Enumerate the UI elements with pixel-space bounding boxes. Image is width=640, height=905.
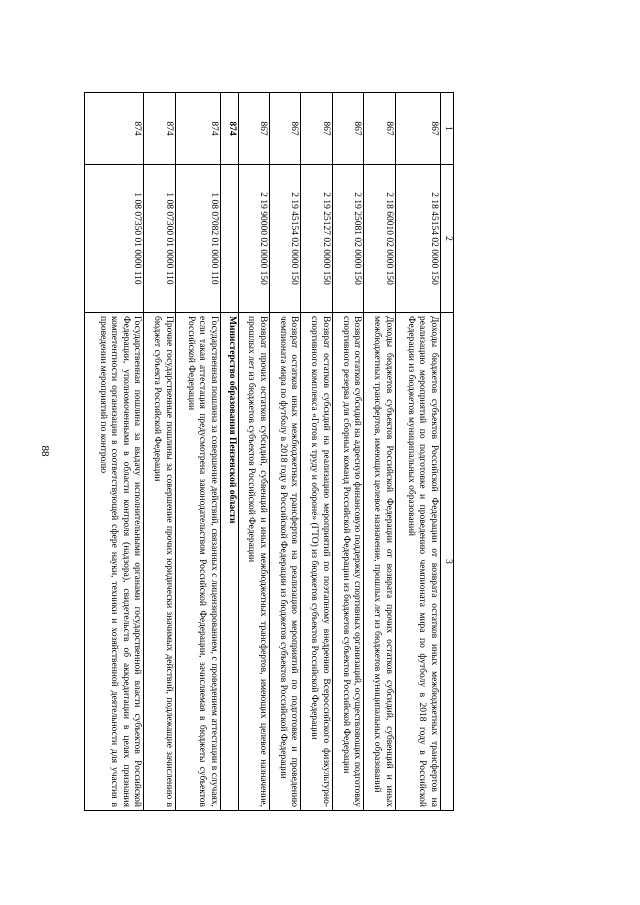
- row-code-cell: 867: [301, 93, 332, 165]
- table-row: [144, 93, 175, 811]
- row-kbk-cell: 2 19 25127 02 0000 150: [301, 165, 332, 313]
- row-kbk-cell: 2 18 60010 02 0000 150: [364, 165, 395, 313]
- row-kbk-cell: 2 19 90000 02 0000 150: [238, 165, 269, 313]
- table-header-row: [441, 93, 454, 811]
- table-row: [238, 93, 269, 811]
- row-description-cell: Возврат прочих остатков субсидий, субвенций и иных межбюджетных трансфертов, имеющих целевое назначение, прошлых лет из бюджетов субъектов Российской Федерации: [238, 313, 269, 811]
- table-row: [175, 93, 220, 811]
- row-description-cell: Возврат остатков иных межбюджетных трансфертов на реализацию мероприятий по подготовке и проведению чемпионата мира по футболу в 2018 году в Российской Федерации из бюджетов субъектов Российской Федерации: [269, 313, 300, 811]
- row-code-cell: 874: [221, 93, 239, 165]
- column-header-2: 2: [441, 165, 454, 313]
- table-row: [301, 93, 332, 811]
- row-description-cell: Возврат остатков субсидий на реализацию мероприятий по поэтапному внедрению Всероссийского физкультурно-спортивного комплекса «Готов к труду и обороне» (ГТО) из бюджетов субъектов Российской Федерации: [301, 313, 332, 811]
- row-kbk-cell: [221, 165, 239, 313]
- table-row: [269, 93, 300, 811]
- table-row: [364, 93, 395, 811]
- row-kbk-cell: 2 19 25081 02 0000 150: [332, 165, 363, 313]
- row-kbk-cell: 2 18 45154 02 0000 150: [395, 165, 440, 313]
- row-kbk-cell: 1 08 07300 01 0000 110: [144, 165, 175, 313]
- row-code-cell: 867: [238, 93, 269, 165]
- row-description-cell: Государственная пошлина за совершение действий, связанных с лицензированием, с проведением аттестации в случаях, если такая аттестация предусмотрена законодательством Российской Федерации, зачисляемая в бюджеты субъектов Российской Федерации: [175, 313, 220, 811]
- table-row: [85, 93, 144, 811]
- row-code-cell: 874: [175, 93, 220, 165]
- row-code-cell: 874: [144, 93, 175, 165]
- row-description-cell: Доходы бюджетов субъектов Российской Федерации от возврата остатков иных межбюджетных трансфертов на реализацию мероприятий по подготовке и проведению чемпионата мира по футболу в 2018 году в Российской Федерации из бюджетов муниципальных образований: [395, 313, 440, 811]
- row-description-cell: Возврат остатков субсидий на адресную финансовую поддержку спортивных организаций, осуществляющих подготовку спортивного резерва для сборных команд Российской Федерации из бюджетов субъектов Российской Федерации: [332, 313, 363, 811]
- column-header-3: 3: [441, 313, 454, 811]
- row-kbk-cell: 1 08 07082 01 0000 110: [175, 165, 220, 313]
- page-number: 88: [39, 445, 51, 457]
- row-code-cell: 867: [269, 93, 300, 165]
- column-header-1: 1: [441, 93, 454, 165]
- row-code-cell: 867: [395, 93, 440, 165]
- row-description-cell: Доходы бюджетов субъектов Российской Федерации от возврата прочих остатков субсидий, субвенций и иных межбюджетных трансфертов, имеющих целевое назначение, прошлых лет из бюджетов муниципальных образований: [364, 313, 395, 811]
- row-description-cell: Прочие государственные пошлины за совершение прочих юридически значимых действий, подлежащие зачислению в бюджет субъекта Российской Федерации: [144, 313, 175, 811]
- row-description-cell: Министерство образования Пензенской области: [221, 313, 239, 811]
- table-row: [332, 93, 363, 811]
- row-kbk-cell: 1 08 07350 01 0000 110: [85, 165, 144, 313]
- row-kbk-cell: 2 19 45154 02 0000 150: [269, 165, 300, 313]
- row-code-cell: 867: [332, 93, 363, 165]
- row-code-cell: 867: [364, 93, 395, 165]
- row-description-cell: Государственная пошлина за выдачу исполнительными органами государственной власти субъектов Российской Федерации, уполномоченными в области контроля (надзора), свидетельств об аккредитации в целях признания компетентности организации в соответствующей сфере науки, техники и хозяйственной деятельности для участия в проведении мероприятий по контролю: [85, 313, 144, 811]
- row-code-cell: 874: [85, 93, 144, 165]
- budget-codes-table: [84, 92, 454, 811]
- table-row: [395, 93, 440, 811]
- rotated-page-content: [84, 92, 454, 810]
- section-header-row: [221, 93, 239, 811]
